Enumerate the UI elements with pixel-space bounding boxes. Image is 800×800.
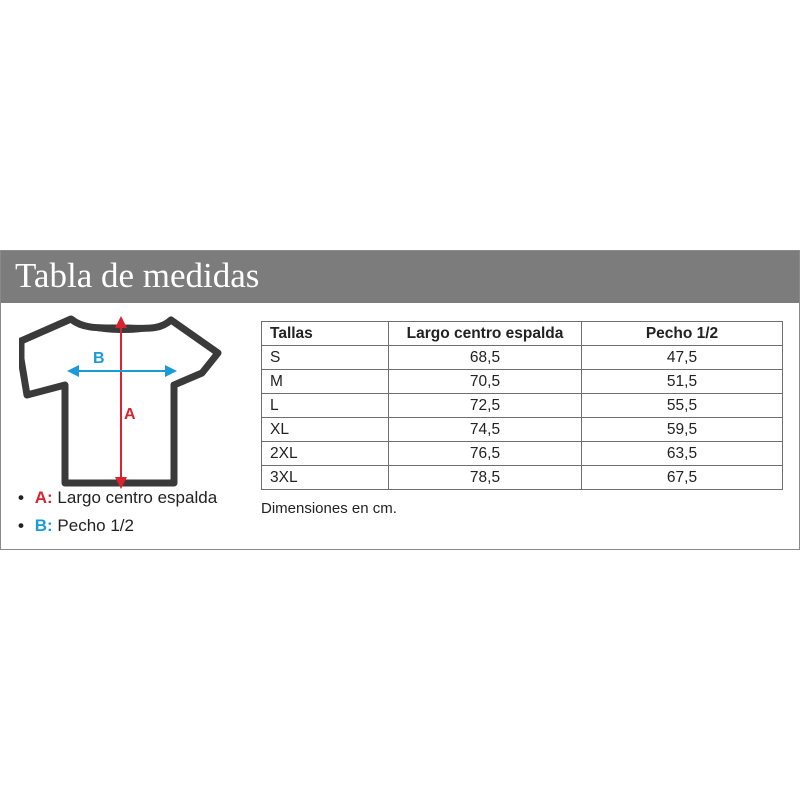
page-title: Tabla de medidas (15, 256, 260, 295)
table-row (262, 442, 783, 466)
legend-key-a: A: (34, 488, 53, 507)
chest-cell: 55,5 (582, 394, 783, 418)
length-cell: 70,5 (389, 370, 582, 394)
column-header-size: Tallas (262, 322, 389, 346)
chest-cell: 51,5 (582, 370, 783, 394)
measure-b-label: B (93, 350, 105, 367)
size-table-wrapper (261, 321, 783, 490)
chest-cell: 67,5 (582, 466, 783, 490)
measure-a-arrow-top (115, 316, 127, 328)
length-cell: 76,5 (389, 442, 582, 466)
table-row (262, 370, 783, 394)
legend-item-a (18, 487, 217, 515)
legend-bullet: • (18, 516, 24, 535)
length-cell: 68,5 (389, 346, 582, 370)
size-cell: S (262, 346, 389, 370)
table-row (262, 346, 783, 370)
length-cell: 72,5 (389, 394, 582, 418)
chest-cell: 47,5 (582, 346, 783, 370)
legend-key-b: B: (34, 516, 53, 535)
size-cell: 3XL (262, 466, 389, 490)
tshirt-outline (21, 319, 218, 483)
table-row (262, 466, 783, 490)
chest-cell: 59,5 (582, 418, 783, 442)
legend-text-a: Largo centro espalda (57, 488, 218, 507)
chest-cell: 63,5 (582, 442, 783, 466)
length-cell: 74,5 (389, 418, 582, 442)
size-cell: L (262, 394, 389, 418)
size-chart-card (0, 250, 800, 550)
units-note: Dimensiones en cm. (261, 500, 397, 517)
measure-a-label: A (124, 406, 136, 423)
size-cell: M (262, 370, 389, 394)
table-row (262, 418, 783, 442)
title-bar (1, 251, 799, 303)
legend-text-b: Pecho 1/2 (57, 516, 134, 535)
legend-item-b (18, 515, 217, 543)
size-cell: XL (262, 418, 389, 442)
column-header-chest: Pecho 1/2 (582, 322, 783, 346)
legend-bullet: • (18, 488, 24, 507)
length-cell: 78,5 (389, 466, 582, 490)
column-header-length: Largo centro espalda (389, 322, 582, 346)
table-row (262, 394, 783, 418)
size-table (261, 321, 783, 490)
tshirt-diagram (19, 311, 229, 491)
legend (18, 487, 217, 543)
table-header-row (262, 322, 783, 346)
size-cell: 2XL (262, 442, 389, 466)
